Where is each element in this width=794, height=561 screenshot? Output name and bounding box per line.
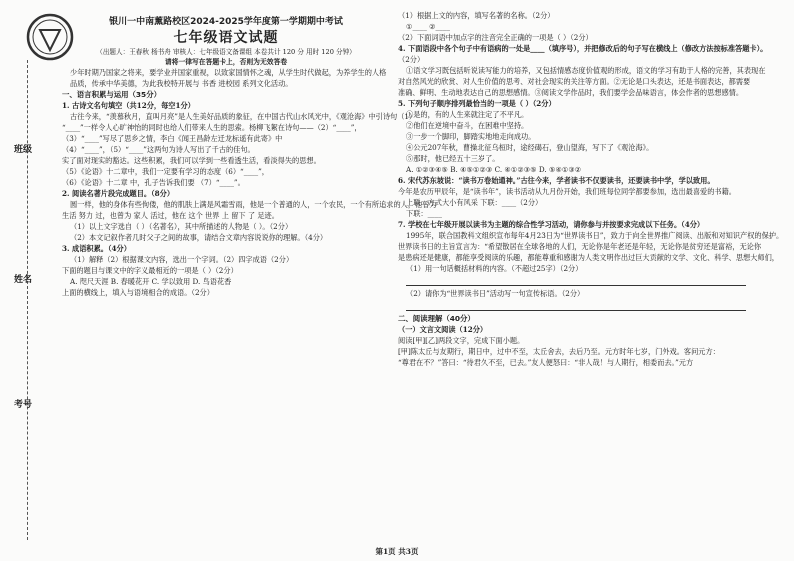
text-line: （6）《论语》十二章 中，孔子告诉我们要 （7）“____”。 <box>62 178 245 187</box>
text-line: （2）本文记叙作者几时父子之间的故事，请结合文章内容说说你的理解。（4分） <box>70 233 328 242</box>
text-line: （2分） <box>398 55 425 64</box>
text-line: ⑤那时，他已经五十三岁了。 <box>406 154 500 163</box>
text-line: 生活 努力 过，也曾为 家人 活过，他在 这个 世界 上 留下 了 足迹。 <box>62 211 279 220</box>
answer-line <box>406 301 746 311</box>
question-heading: 7. 学校在七年级开展以读书为主题的综合性学习活动，请你参与并按要求完成以下任务。（4分） <box>398 220 705 229</box>
text-line: 实了面对现实的豁达。这些积累，我们可以学到一些看透生活，看淡得失的思想。 <box>62 156 321 165</box>
gutter-id-label: 考号 <box>14 400 33 410</box>
text-line: ①语文学习既包括听说读写能力的培养，又包括情感态度价值观的形成，语文的学习有助于人格的完善，其表现在 <box>406 66 766 75</box>
text-line: A. 咫尺天涯 B. 春暖花开 C. 学以致用 D. 鸟语花香 <box>70 277 232 286</box>
text-line: （4）“____”，（5）“____”这两句为诗人写出了千古的佳句。 <box>62 145 255 154</box>
text-line: 下面的题目与课文中的字义最相近的一项是（ ）（2分） <box>62 266 238 275</box>
page-number: 第1页 共3页 <box>375 547 419 556</box>
gutter-name-label: 姓名 <box>14 275 33 285</box>
text-line: ②他们在逆境中奋斗，在困难中坚持。 <box>406 121 529 130</box>
question-heading: 1. 古诗文名句填空（共12分，每空1分） <box>62 101 195 110</box>
text-line: “____”一样令人心旷神怡的同时也给人们带来人生的思索。杨柳飞絮在诗句——（2）“____”， <box>62 123 362 132</box>
question-heading: 2. 阅读名著片段完成题目。（8分） <box>62 189 175 198</box>
section-heading: 二、阅读理解（40分） <box>398 314 475 323</box>
question-heading: 5. 下列句子顺序排列最恰当的一项是（ ）（2分） <box>398 99 556 108</box>
text-line: “尊君在不？”答曰：“待君久不至，已去。”友人便怒曰：“非人哉！与人期行，相委而去。”元方 <box>398 358 694 367</box>
text-line: （5）《论语》十二章中，我们一定要有学习的态度（6）“____”， <box>62 167 269 176</box>
answer-options: A. ①②③④⑤ B. ④⑤①②③ C. ④①②③⑤ D. ⑤④①③② <box>406 165 582 174</box>
intro-paragraph: 少年时期乃国家之将来，要学业并国家重视，以致家国情怀之魂，从学生时代做起，为养学生的人格品质，传承中华美德，为此我校特开展与 书香 进校园 系列文化活动。 <box>70 68 387 88</box>
text-line: 阅读[甲][乙]两段文字，完成下面小题。 <box>398 336 525 345</box>
text-line: （2）请你为“世界读书日”活动写一句宣传标语。（2分） <box>406 289 585 298</box>
text-line: 今年是农历甲辰年，是“读书年”，读书活动从九月份开始，我们班每位同学都要参加，选出最喜爱的书籍。 <box>398 187 736 196</box>
text-line: （3）“____”写尽了思乡之情，李白《闻王昌龄左迁龙标遥有此寄》中 <box>62 134 283 143</box>
text-line: [甲]陈太丘与友期行，期日中，过中不至，太丘舍去，去后乃至。元方时年七岁，门外戏。客问元方： <box>398 347 720 356</box>
right-column <box>398 10 783 368</box>
gutter-class-label: 班级 <box>14 145 33 155</box>
question-heading: 3. 成语积累。（4分） <box>62 244 131 253</box>
text-line: （1）根据上文的内容，填写名著的名称。（2分） <box>398 11 555 20</box>
text-line: 下联：____ <box>406 209 442 218</box>
text-line: 是患病还是健康，都能享受阅读的乐趣，都能尊重和感谢为人类文明作出过巨大贡献的文学、文化、科学、思想大师们， <box>398 253 779 262</box>
exam-meta: （出题人：王春秋 杨书舟 审核人：七年级语文备课组 本卷共计 120 分 用时 120 分钟） <box>96 48 356 56</box>
text-line: （2）下面词语中加点字的注音完全正确的一项是（ ）（2分） <box>398 33 593 42</box>
text-line: ④公元207年秋，曹操北征乌桓时，途经碣石，登山望海，写下了《观沧海》。 <box>406 143 654 152</box>
text-line: 准确、鲜明、生动地表达自己的思想感情。③阅读文学作品时，我们要学会品味语言，体会作者的思想感情。 <box>398 88 744 97</box>
exam-title: 七年级语文试题 <box>173 30 279 46</box>
question-heading: 4. 下面语段中各个句子中有语病的一处是____（填序号），并把修改后的句子写在横线上（修改方法按标准答题卡）。 <box>398 44 768 53</box>
answer-note: 请将一律写在答题卡上，否则为无效答卷 <box>164 58 288 66</box>
text-line: 世界读书日的主旨宣言为：“希望散居在全球各地的人们，无论你是年老还是年轻，无论你是贫穷还是富裕，无论你 <box>398 242 762 251</box>
binding-gutter <box>10 60 38 540</box>
school-name: 银川一中南薰路校区2024-2025学年度第一学期期中考试 <box>109 17 343 27</box>
text-line: 古往今来，“羡慕秋月，直叫月亮”是人生美好品质的象征，在中国古代山水风光中，《观沧海》中引诗句（1） <box>70 112 417 121</box>
text-line: 上联：方式大小有风采 下联：____（2分） <box>406 198 543 207</box>
text-line: ①是的，有的人生来就注定了不平凡。 <box>406 110 529 119</box>
text-line: （1）用一句话概括材料的内容。（不超过25字）（2分） <box>406 264 583 273</box>
text-line: （1）以上文字选自（ ）（名著名），其中所描述的人物是（ ）。（2分） <box>70 222 293 231</box>
text-line: 圆一样，他的身体有些佝偻，他的肌肤上满是风霜雪雨，他是一个普通的人，一个农民，一个有所追求的人，他曾为 <box>70 200 437 209</box>
section-heading: 一、语言积累与运用（35分） <box>62 90 161 99</box>
answer-line <box>406 276 746 286</box>
text-line: ③一步一个脚印，脚踏实地地走向成功。 <box>406 132 536 141</box>
text-line: 上面的横线上，填入与语境相合的成语。（2分） <box>62 288 214 297</box>
text-line: （1）解释（2）根据课文内容，选出一个字词。（2）四字成语（2分） <box>70 255 294 264</box>
text-line: 对自然风光的欣赏、对人生价值的思考、对社会现实的关注等方面。②无论是口头表达，还是书面表达，都需要 <box>398 77 751 86</box>
question-heading: （一）文言文阅读（12分） <box>398 325 488 334</box>
text-line: ①____ ②____ <box>406 22 450 31</box>
fold-line <box>27 60 28 540</box>
text-line: 1995年，联合国教科文组织宣布每年4月23日为“世界读书日”，致力于向全世界推广阅读、出版和对知识产权的保护。 <box>406 231 784 240</box>
question-heading: 6. 宋代苏东坡说：“读书万卷始通神。”古往今来，学者读书不仅要读书，还要读书中学，学以致用。 <box>398 176 715 185</box>
